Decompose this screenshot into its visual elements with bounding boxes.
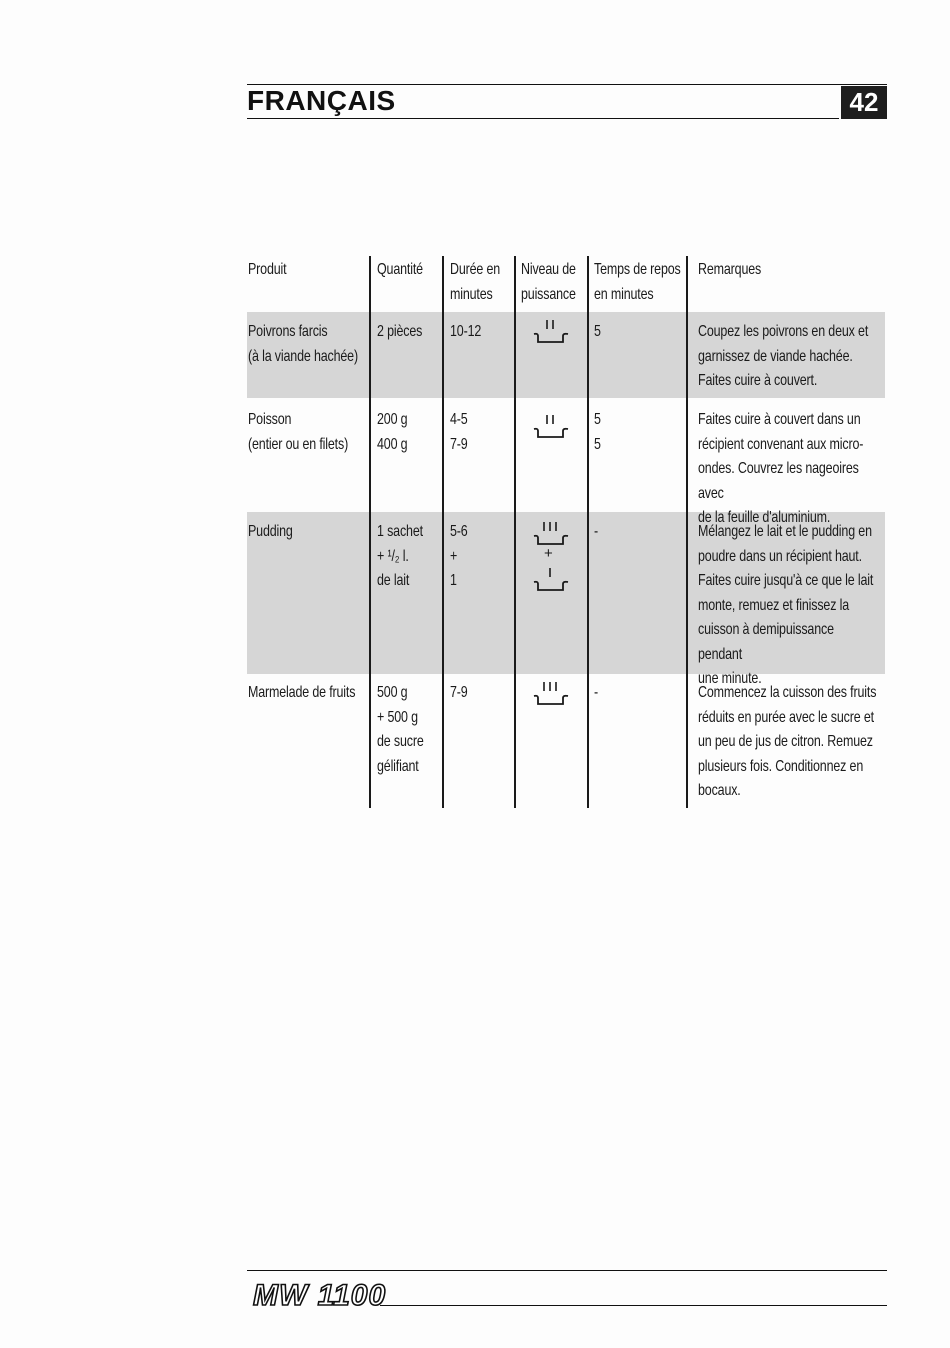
- cell-duree: 5-6 + 1: [450, 523, 468, 589]
- column-header-quantite: Quantité: [377, 261, 423, 278]
- cell-produit: Poivrons farcis (à la viande hachée): [248, 323, 358, 365]
- power-level-2-icon: [528, 318, 574, 344]
- page-language-title: FRANÇAIS: [247, 85, 396, 116]
- column-header-repos: Temps de repos en minutes: [594, 261, 681, 303]
- plus-sign-icon: +: [544, 545, 553, 562]
- cell-quantite: 1 sachet + ¹/₂ l. de lait: [377, 523, 423, 589]
- cell-produit: Poisson (entier ou en filets): [248, 411, 349, 453]
- power-level-3-icon: [528, 680, 574, 706]
- cell-remarques: Mélangez le lait et le pudding en poudre dans un récipient haut. Faites cuire jusqu'à ce que le lait monte, remuez et finissez la cuisson à demipuissance pendant une minute.: [698, 523, 874, 687]
- cell-repos: -: [594, 684, 599, 701]
- column-header-puissance: Niveau de puissance: [521, 261, 576, 303]
- cell-quantite: 200 g 400 g: [377, 411, 408, 453]
- cell-repos: 5 5: [594, 411, 601, 453]
- power-level-2-icon: [528, 413, 574, 439]
- cell-remarques: Commencez la cuisson des fruits réduits en purée avec le sucre et un peu de jus de citron. Remuez plusieurs fois. Conditionnez en bocaux.: [698, 684, 877, 799]
- cell-quantite: 2 pièces: [377, 323, 423, 340]
- cell-repos: -: [594, 523, 599, 540]
- cell-remarques: Faites cuire à couvert dans un récipient convenant aux micro- ondes. Couvrez les nageoires avec de la feuille d'aluminium.: [698, 411, 864, 526]
- cell-remarques: Coupez les poivrons en deux et garnissez de viande hachée. Faites cuire à couvert.: [698, 323, 869, 389]
- column-header-remarques: Remarques: [698, 261, 762, 278]
- cell-duree: 10-12: [450, 323, 482, 340]
- header-underline: [247, 118, 839, 119]
- cell-quantite: 500 g + 500 g de sucre gélifiant: [377, 684, 424, 775]
- cell-duree: 4-5 7-9: [450, 411, 468, 453]
- cell-duree: 7-9: [450, 684, 468, 701]
- cell-produit: Pudding: [248, 523, 293, 540]
- footer-rule: [247, 1270, 887, 1271]
- model-logo: MW 1100: [253, 1279, 387, 1312]
- page-number: 42: [841, 86, 887, 119]
- column-header-duree: Durée en minutes: [450, 261, 501, 303]
- cell-repos: 5: [594, 323, 601, 340]
- column-header-produit: Produit: [248, 261, 287, 278]
- power-level-3-icon: [528, 520, 574, 546]
- column-rule: [587, 256, 589, 808]
- power-level-1-icon: [528, 566, 574, 592]
- footer-underline: [380, 1305, 887, 1306]
- column-rule: [686, 256, 688, 808]
- cell-produit: Marmelade de fruits: [248, 684, 356, 701]
